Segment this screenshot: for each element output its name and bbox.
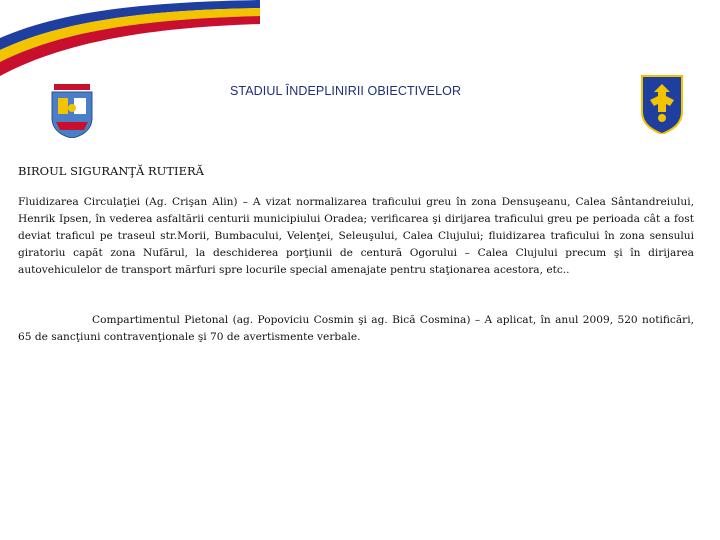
page-title: STADIUL ÎNDEPLINIRII OBIECTIVELOR (230, 84, 462, 98)
section-heading: BIROUL SIGURANŢĂ RUTIERĂ (18, 164, 204, 178)
oradea-coat-of-arms-icon (50, 84, 94, 138)
paragraph-traffic-fluidization: Fluidizarea Circulaţiei (Ag. Crişan Alin) – A vizat normalizarea traficului greu în zona Densuşeanu, Calea Sântandreiului, Henrik Ipsen, în vederea asfaltării centurii municipiului Oradea; verificarea şi dirijarea traficului greu pe perioada cât a fost deviat traficul pe traseul str.Morii, Bumbacului, Velenţei, Seleuşului, Calea Clujului; fluidizarea traficului în zona sensului giratoriu capăt zona Nufărul, la deschiderea porţiunii de centură Ogorului – Calea Clujului precum şi în dirijarea autovehiculelor de transport mărfuri spre locurile special amenajate pentru staţionarea acestora, etc.. (18, 196, 694, 276)
paragraph-pedestrian-department: Compartimentul Pietonal (ag. Popoviciu Cosmin şi ag. Bică Cosmina) – A aplicat, în anul 2009, 520 notificări, 65 de sancţiuni contravenţionale şi 70 de avertismente verbale. (18, 314, 694, 343)
police-crest-icon (640, 72, 684, 134)
tricolor-ribbon-icon (0, 0, 260, 100)
